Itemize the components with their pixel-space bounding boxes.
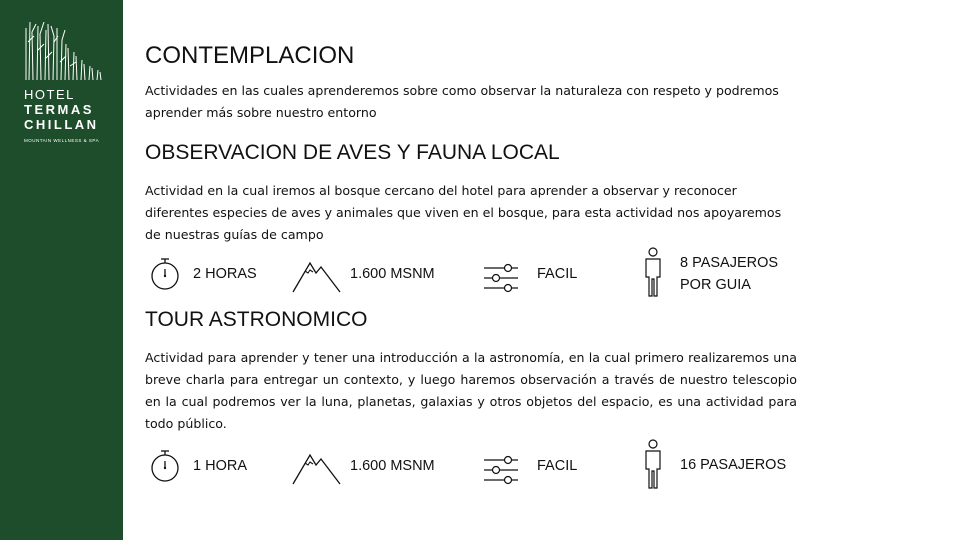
difficulty-value: FACIL bbox=[537, 266, 578, 282]
duration-value: 2 HORAS bbox=[193, 266, 257, 282]
person-icon bbox=[642, 439, 664, 489]
sliders-icon bbox=[484, 263, 518, 295]
brand-line1: HOTEL bbox=[24, 87, 75, 102]
sidebar bbox=[0, 0, 123, 540]
stopwatch-icon bbox=[149, 257, 181, 291]
altitude-value: 1.600 MSNM bbox=[350, 266, 435, 282]
mountain-icon bbox=[292, 451, 342, 485]
activity-description-astronomy: Actividad para aprender y tener una introducción a la astronomía, en la cual primero realizaremos una breve charla para entregar un contexto, y luego haremos observación a través de nuestro telescopio en la cual podremos ver la luna, planetas, galaxias y otros objetos del espacio, es una actividad para todo público. bbox=[145, 350, 797, 431]
activity-description-birds: Actividad en la cual iremos al bosque cercano del hotel para aprender a observar y reconocer diferentes especies de aves y animales que viven en el bosque, para esta actividad nos apoyaremos de nuestras guías de campo bbox=[145, 183, 782, 242]
stopwatch-icon bbox=[149, 449, 181, 483]
brand-tagline: MOUNTAIN WELLNESS & SPA bbox=[24, 138, 100, 143]
capacity-note: POR GUIA bbox=[680, 277, 751, 293]
activity-title-birds: OBSERVACION DE AVES Y FAUNA LOCAL bbox=[145, 141, 560, 164]
section-intro: Actividades en las cuales aprenderemos sobre como observar la naturaleza con respeto y podremos aprender más sobre nuestro entorno bbox=[145, 83, 779, 120]
mountain-icon bbox=[292, 259, 342, 293]
brand-line2: TERMAS bbox=[24, 102, 94, 117]
capacity-value: 8 PASAJEROS bbox=[680, 255, 779, 271]
sliders-icon bbox=[484, 455, 518, 487]
difficulty-value: FACIL bbox=[537, 458, 578, 474]
brand-line3: CHILLAN bbox=[24, 117, 99, 132]
page-title: CONTEMPLACION bbox=[145, 42, 355, 69]
altitude-value: 1.600 MSNM bbox=[350, 458, 435, 474]
duration-value: 1 HORA bbox=[193, 458, 247, 474]
person-icon bbox=[642, 247, 664, 297]
capacity-value: 16 PASAJEROS bbox=[680, 457, 787, 473]
forest-logo-icon bbox=[24, 22, 102, 80]
brand-logo bbox=[24, 88, 99, 143]
activity-title-astronomy: TOUR ASTRONOMICO bbox=[145, 308, 368, 331]
